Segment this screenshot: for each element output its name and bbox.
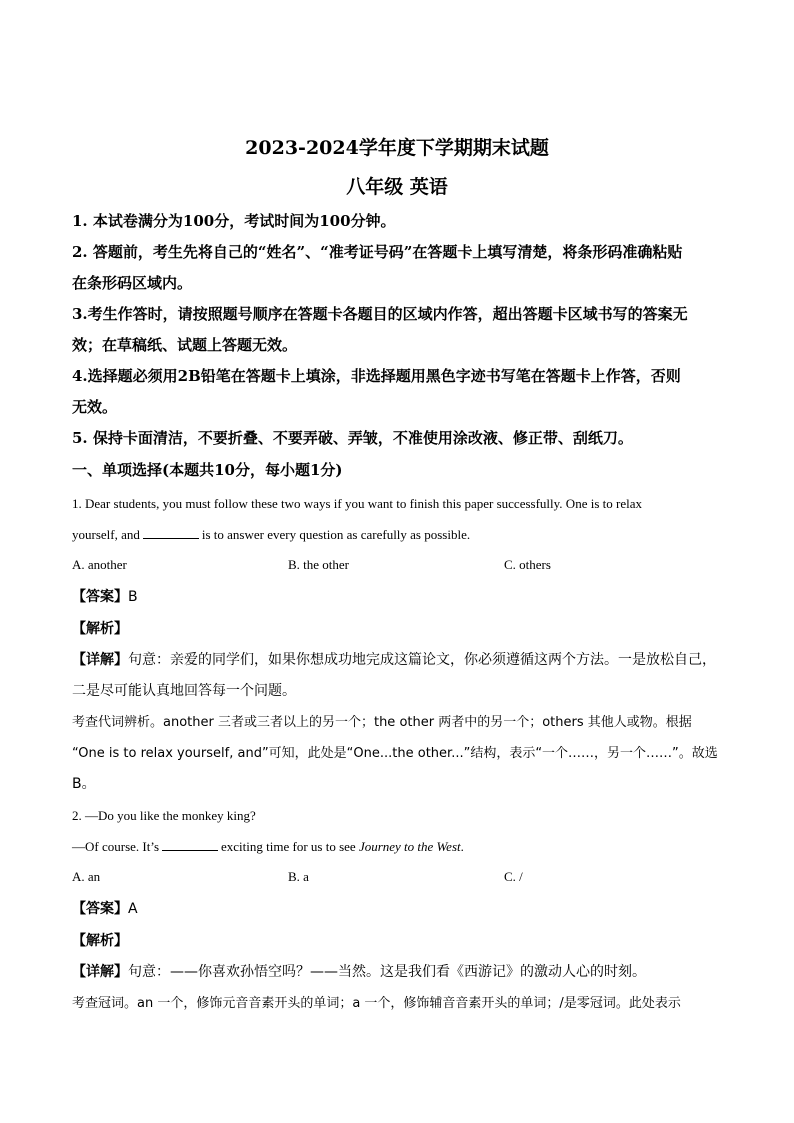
- q2-analysis-label: 【解析】: [72, 933, 128, 949]
- q1-stem-part1: yourself, and: [72, 527, 140, 542]
- exam-title: 2023-2024学年度下学期期末试题: [245, 137, 549, 159]
- section-heading: 一、单项选择(本题共10分，每小题1分): [72, 461, 343, 479]
- q1-blank: [143, 526, 199, 539]
- q2-detail-line2: 考查冠词。an 一个，修饰元音音素开头的单词；a 一个，修饰辅音音素开头的单词；/是零冠词。此处表示: [72, 996, 681, 1011]
- q1-detail-line2: 二是尽可能认真地回答每一个问题。: [72, 683, 296, 699]
- instruction-4: 4.选择题必须用2B铅笔在答题卡上填涂，非选择题用黑色字迹书写笔在答题卡上作答，否则: [72, 367, 681, 385]
- q1-option-a: A. another: [72, 557, 127, 572]
- q1-detail-line4: “One is to relax yourself, and”可知，此处是“One...the other...”结构，表示“一个……，另一个……”。故选: [72, 746, 718, 761]
- instruction-1: 1. 本试卷满分为100分，考试时间为100分钟。: [72, 212, 396, 230]
- q1-answer: [72, 586, 138, 606]
- q1-answer-value: B: [128, 589, 138, 605]
- q1-detail-line3: 考查代词辨析。another 三者或三者以上的另一个；the other 两者中的另一个；others 其他人或物。根据: [72, 715, 692, 730]
- q2-stem-line2: —Of course. It’s exciting time for us to see Journey to the West.: [72, 839, 464, 854]
- q1-stem-line1: 1. Dear students, you must follow these two ways if you want to finish this paper successfully. One is to relax: [72, 496, 642, 511]
- q1-detail-line5: B。: [72, 776, 96, 792]
- q1-stem-part2: is to answer every question as carefully as possible.: [201, 527, 471, 542]
- q2-blank: [162, 838, 218, 851]
- instruction-4-cont: 无效。: [72, 398, 118, 416]
- q1-detail-label: 【详解】: [72, 652, 128, 668]
- instruction-2-cont: 在条形码区域内。: [72, 274, 193, 292]
- q2-detail-label: 【详解】: [72, 964, 128, 980]
- q2-option-b: B. a: [288, 869, 309, 884]
- instruction-3-cont: 效；在草稿纸、试题上答题无效。: [72, 336, 298, 354]
- q1-option-c: C. others: [504, 557, 551, 572]
- q1-analysis-label: 【解析】: [72, 621, 128, 637]
- q1-answer-label: 【答案】: [72, 589, 128, 605]
- exam-subtitle: 八年级 英语: [346, 176, 448, 198]
- q2-option-c: C. /: [504, 869, 523, 884]
- instruction-2: 2. 答题前，考生先将自己的“姓名”、“准考证号码”在答题卡上填写清楚，将条形码准确粘贴: [72, 243, 683, 261]
- q1-stem-line2: [72, 519, 727, 550]
- q2-answer: [72, 898, 138, 918]
- instruction-3: 3.考生作答时，请按照题号顺序在答题卡各题目的区域内作答，超出答题卡区域书写的答案无: [72, 305, 688, 323]
- q2-answer-label: 【答案】: [72, 901, 128, 917]
- q2-stem-line1: 2. —Do you like the monkey king?: [72, 808, 256, 823]
- q2-book-title: Journey to the West: [358, 839, 461, 854]
- q2-answer-value: A: [128, 901, 138, 917]
- q1-detail-line1: 【详解】句意：亲爱的同学们，如果你想成功地完成这篇论文，你必须遵循这两个方法。一是放松自己，: [72, 652, 716, 668]
- q2-detail-line1: 【详解】句意：——你喜欢孙悟空吗？——当然。这是我们看《西游记》的激动人心的时刻。: [72, 964, 646, 980]
- instruction-5: 5. 保持卡面清洁，不要折叠、不要弄破、弄皱，不准使用涂改液、修正带、刮纸刀。: [72, 429, 633, 447]
- q2-option-a: A. an: [72, 869, 101, 884]
- q1-option-b: B. the other: [288, 557, 350, 572]
